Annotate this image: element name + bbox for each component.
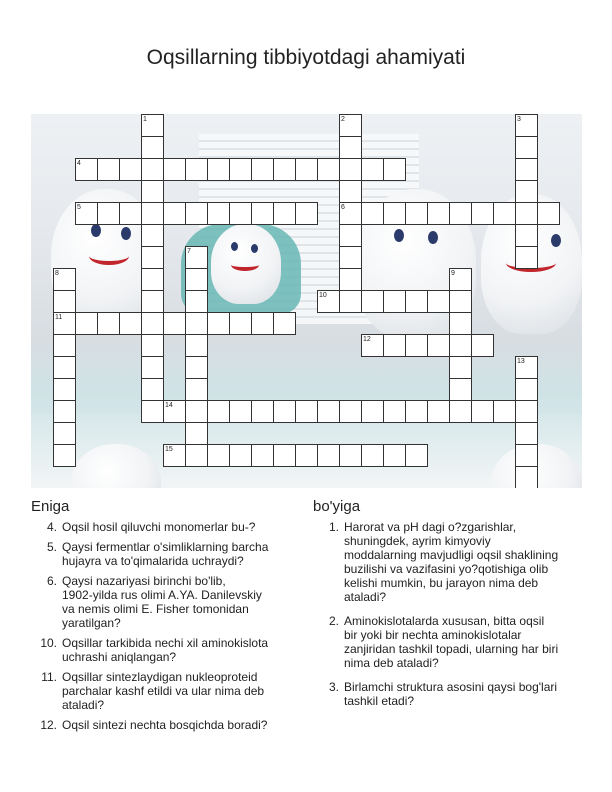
clue-text: Oqsil sintezi nechta bosqichda boradi? xyxy=(62,718,268,732)
crossword-cell[interactable] xyxy=(515,180,538,203)
crossword-puzzle xyxy=(31,114,582,488)
clue-text: Oqsil hosil qiluvchi monomerlar bu-? xyxy=(62,520,256,534)
crossword-cell[interactable] xyxy=(537,202,560,225)
crossword-cell[interactable] xyxy=(207,312,230,335)
crossword-cell[interactable] xyxy=(163,202,186,225)
crossword-cell[interactable] xyxy=(515,136,538,159)
crossword-cell[interactable] xyxy=(163,312,186,335)
crossword-cell[interactable] xyxy=(141,400,164,423)
crossword-cell[interactable] xyxy=(317,158,340,181)
crossword-cell[interactable] xyxy=(141,224,164,247)
crossword-cell[interactable] xyxy=(273,158,296,181)
across-header: Eniga xyxy=(31,498,70,515)
clue-number: 10 xyxy=(319,292,327,299)
crossword-cell[interactable] xyxy=(251,158,274,181)
crossword-cell[interactable] xyxy=(515,400,538,423)
page-title: Oqsillarning tibbiyotdagi ahamiyati xyxy=(146,46,466,69)
crossword-cell[interactable] xyxy=(449,202,472,225)
crossword-cell[interactable] xyxy=(449,290,472,313)
crossword-cell[interactable] xyxy=(207,158,230,181)
crossword-cell[interactable] xyxy=(53,356,76,379)
crossword-cell[interactable] xyxy=(427,400,450,423)
clue-item xyxy=(313,520,583,604)
crossword-cell[interactable] xyxy=(427,334,450,357)
crossword-cell[interactable] xyxy=(207,400,230,423)
crossword-cell[interactable] xyxy=(53,334,76,357)
clue-number: 5. xyxy=(46,540,57,554)
crossword-cell[interactable] xyxy=(449,400,472,423)
crossword-cell[interactable] xyxy=(273,312,296,335)
crossword-cell[interactable] xyxy=(449,334,472,357)
clue-number: 15 xyxy=(165,446,173,453)
clue-item xyxy=(313,680,583,708)
crossword-cell[interactable] xyxy=(317,444,340,467)
down-header: bo'yiga xyxy=(313,498,361,515)
clue-number: 7 xyxy=(187,248,191,255)
crossword-cell[interactable] xyxy=(273,400,296,423)
clue-number: 14 xyxy=(165,402,173,409)
crossword-cell[interactable] xyxy=(383,290,406,313)
crossword-grid xyxy=(31,114,582,488)
clue-text: Qaysi fermentlar o'simliklarning barcha hujayra va to'qimalarida uchraydi? xyxy=(62,540,269,568)
clue-number: 11 xyxy=(55,314,63,321)
crossword-cell[interactable] xyxy=(361,158,384,181)
crossword-cell[interactable] xyxy=(515,444,538,467)
crossword-cell[interactable] xyxy=(141,268,164,291)
clue-text: Oqsillar sintezlaydigan nukleoproteid parchalar kashf etildi va ular nima deb ataladi? xyxy=(62,670,265,712)
crossword-cell[interactable] xyxy=(119,312,142,335)
crossword-cell[interactable] xyxy=(361,400,384,423)
crossword-cell[interactable] xyxy=(53,378,76,401)
crossword-cell[interactable] xyxy=(53,290,76,313)
crossword-cell[interactable] xyxy=(383,444,406,467)
clue-number: 3 xyxy=(517,116,521,123)
crossword-cell[interactable] xyxy=(493,202,516,225)
crossword-cell[interactable] xyxy=(273,202,296,225)
crossword-cell[interactable] xyxy=(163,158,186,181)
crossword-cell[interactable] xyxy=(339,224,362,247)
clue-number: 4. xyxy=(46,520,57,534)
clue-item xyxy=(31,520,301,534)
clue-number: 6 xyxy=(341,204,345,211)
crossword-cell[interactable] xyxy=(141,246,164,269)
crossword-cell[interactable] xyxy=(339,246,362,269)
crossword-cell[interactable] xyxy=(185,400,208,423)
crossword-cell[interactable] xyxy=(515,422,538,445)
crossword-cell[interactable] xyxy=(295,400,318,423)
crossword-cell[interactable] xyxy=(207,202,230,225)
crossword-cell[interactable] xyxy=(141,202,164,225)
crossword-cell[interactable] xyxy=(229,202,252,225)
crossword-cell[interactable] xyxy=(405,334,428,357)
clue-number: 1 xyxy=(143,116,147,123)
crossword-cell[interactable] xyxy=(339,400,362,423)
crossword-cell[interactable] xyxy=(405,290,428,313)
crossword-cell[interactable] xyxy=(97,312,120,335)
crossword-cell[interactable] xyxy=(515,224,538,247)
clue-item xyxy=(31,540,301,568)
crossword-cell[interactable] xyxy=(53,444,76,467)
crossword-cell[interactable] xyxy=(361,444,384,467)
crossword-cell[interactable] xyxy=(515,158,538,181)
crossword-cell[interactable] xyxy=(185,422,208,445)
crossword-cell[interactable] xyxy=(53,400,76,423)
clue-number: 5 xyxy=(77,204,81,211)
clue-text: Qaysi nazariyasi birinchi bo'lib, 1902-yilda rus olimi A.YA. Danilevskiy va nemis olimi E. Fisher tomonidan yaratilgan? xyxy=(62,574,262,630)
crossword-cell[interactable] xyxy=(141,356,164,379)
crossword-cell[interactable] xyxy=(383,400,406,423)
crossword-cell[interactable] xyxy=(53,422,76,445)
crossword-cell[interactable] xyxy=(295,158,318,181)
clue-text: Oqsillar tarkibida nechi xil aminokislota uchrashi aniqlangan? xyxy=(62,636,269,664)
crossword-cell[interactable] xyxy=(141,136,164,159)
clue-text: Birlamchi struktura asosini qaysi bog'lari tashkil etadi? xyxy=(344,680,558,708)
crossword-cell[interactable] xyxy=(185,334,208,357)
clue-text: Harorat va pH dagi o?zgarishlar, shuningdek, ayrim kimyoviy moddalarning mavjudligi oqsil shaklining buzilishi va vazifasini yo?qotishiga olib kelishi mumkin, bu jarayon nima deb ataladi? xyxy=(344,520,559,604)
crossword-cell[interactable] xyxy=(185,268,208,291)
clue-number: 4 xyxy=(77,160,81,167)
crossword-cell[interactable] xyxy=(75,312,98,335)
crossword-cell[interactable] xyxy=(141,312,164,335)
crossword-cell[interactable] xyxy=(471,202,494,225)
crossword-cell[interactable] xyxy=(405,400,428,423)
clue-number: 2. xyxy=(328,614,339,628)
crossword-cell[interactable] xyxy=(273,444,296,467)
crossword-cell[interactable] xyxy=(185,312,208,335)
crossword-cell[interactable] xyxy=(339,444,362,467)
crossword-cell[interactable] xyxy=(493,400,516,423)
clue-number: 12. xyxy=(40,718,57,732)
crossword-cell[interactable] xyxy=(515,202,538,225)
crossword-cell[interactable] xyxy=(515,466,538,488)
crossword-cell[interactable] xyxy=(295,444,318,467)
crossword-cell[interactable] xyxy=(339,136,362,159)
crossword-cell[interactable] xyxy=(251,312,274,335)
crossword-cell[interactable] xyxy=(449,312,472,335)
clue-item xyxy=(313,614,583,670)
crossword-cell[interactable] xyxy=(229,444,252,467)
clue-number: 12 xyxy=(363,336,371,343)
clue-number: 11. xyxy=(41,670,57,684)
crossword-cell[interactable] xyxy=(339,290,362,313)
clue-number: 3. xyxy=(328,680,339,694)
crossword-cell[interactable] xyxy=(339,158,362,181)
crossword-cell[interactable] xyxy=(515,378,538,401)
crossword-cell[interactable] xyxy=(97,202,120,225)
crossword-cell[interactable] xyxy=(141,180,164,203)
crossword-cell[interactable] xyxy=(229,158,252,181)
crossword-cell[interactable] xyxy=(185,356,208,379)
crossword-cell[interactable] xyxy=(141,378,164,401)
crossword-cell[interactable] xyxy=(361,202,384,225)
clue-item xyxy=(31,670,301,712)
crossword-cell[interactable] xyxy=(185,444,208,467)
clue-number: 13 xyxy=(517,358,525,365)
crossword-cell[interactable] xyxy=(207,444,230,467)
crossword-cell[interactable] xyxy=(141,290,164,313)
crossword-cell[interactable] xyxy=(405,202,428,225)
crossword-cell[interactable] xyxy=(119,202,142,225)
crossword-cell[interactable] xyxy=(141,158,164,181)
clue-item xyxy=(31,636,301,664)
crossword-cell[interactable] xyxy=(185,378,208,401)
crossword-cell[interactable] xyxy=(317,400,340,423)
clue-item xyxy=(31,718,301,732)
crossword-cell[interactable] xyxy=(251,400,274,423)
crossword-cell[interactable] xyxy=(339,268,362,291)
clue-number: 10. xyxy=(40,636,57,650)
crossword-cell[interactable] xyxy=(383,334,406,357)
crossword-cell[interactable] xyxy=(427,202,450,225)
crossword-cell[interactable] xyxy=(405,444,428,467)
crossword-cell[interactable] xyxy=(339,180,362,203)
clue-number: 6. xyxy=(46,574,57,588)
clue-item xyxy=(31,574,301,630)
crossword-cell[interactable] xyxy=(185,290,208,313)
crossword-cell[interactable] xyxy=(383,202,406,225)
crossword-cell[interactable] xyxy=(471,334,494,357)
crossword-cell[interactable] xyxy=(427,290,450,313)
crossword-cell[interactable] xyxy=(119,158,142,181)
crossword-cell[interactable] xyxy=(515,246,538,269)
crossword-cell[interactable] xyxy=(97,158,120,181)
clue-text: Aminokislotalarda xususan, bitta oqsil bir yoki bir nechta aminokislotalar zanjiridan tashkil topadi, ularning har biri nima deb ataladi? xyxy=(344,614,559,670)
crossword-cell[interactable] xyxy=(185,158,208,181)
crossword-cell[interactable] xyxy=(449,378,472,401)
clue-number: 8 xyxy=(55,270,59,277)
crossword-cell[interactable] xyxy=(251,444,274,467)
clue-number: 1. xyxy=(328,520,339,534)
crossword-cell[interactable] xyxy=(449,356,472,379)
crossword-cell[interactable] xyxy=(185,202,208,225)
crossword-cell[interactable] xyxy=(251,202,274,225)
crossword-cell[interactable] xyxy=(471,400,494,423)
crossword-cell[interactable] xyxy=(229,400,252,423)
crossword-cell[interactable] xyxy=(295,202,318,225)
crossword-cell[interactable] xyxy=(229,312,252,335)
clue-number: 2 xyxy=(341,116,345,123)
crossword-cell[interactable] xyxy=(383,158,406,181)
clue-number: 9 xyxy=(451,270,455,277)
crossword-cell[interactable] xyxy=(361,290,384,313)
crossword-cell[interactable] xyxy=(141,334,164,357)
